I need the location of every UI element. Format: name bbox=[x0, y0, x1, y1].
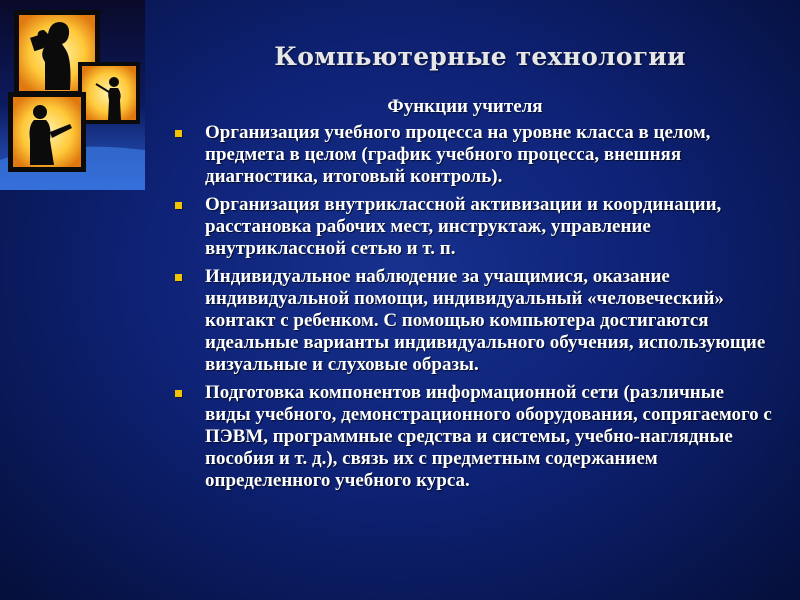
list-item bbox=[172, 194, 772, 260]
frame-student-at-desk-icon bbox=[8, 92, 86, 172]
square-bullet-icon bbox=[175, 390, 182, 397]
list-item bbox=[172, 266, 772, 376]
slide-subtitle: Функции учителя bbox=[387, 96, 543, 117]
list-item-text: Организация внутриклассной активизации и координации, расстановка рабочих мест, инструктаж, управление внутриклассной сетью и т. п. bbox=[205, 194, 722, 259]
square-bullet-icon bbox=[175, 130, 182, 137]
list-item bbox=[172, 382, 772, 492]
slide-title: Компьютерные технологии bbox=[274, 42, 686, 71]
list-item-text: Организация учебного процесса на уровне класса в целом, предмета в целом (график учебного процесса, внешняя диагностика, итоговый контроль). bbox=[205, 122, 711, 187]
frame-pointer-teacher-icon bbox=[78, 62, 140, 124]
list-item-text: Подготовка компонентов информационной сети (различные виды учебного, демонстрационного оборудования, сопрягаемого с ПЭВМ, программные средства и системы, учебно-наглядные пособия и т. д.), связь их с предметным содержанием определенного учебного курса. bbox=[205, 382, 772, 491]
teacher-silhouettes-illustration bbox=[0, 0, 145, 190]
square-bullet-icon bbox=[175, 274, 182, 281]
list-item-text: Индивидуальное наблюдение за учащимися, оказание индивидуальной помощи, индивидуальный «человеческий» контакт с ребенком. С помощью компьютера достигаются идеальные варианты индивидуального обучения, использующие визуальные и слуховые образы. bbox=[205, 266, 766, 375]
square-bullet-icon bbox=[175, 202, 182, 209]
list-item bbox=[172, 122, 772, 188]
bullet-list bbox=[172, 122, 772, 498]
